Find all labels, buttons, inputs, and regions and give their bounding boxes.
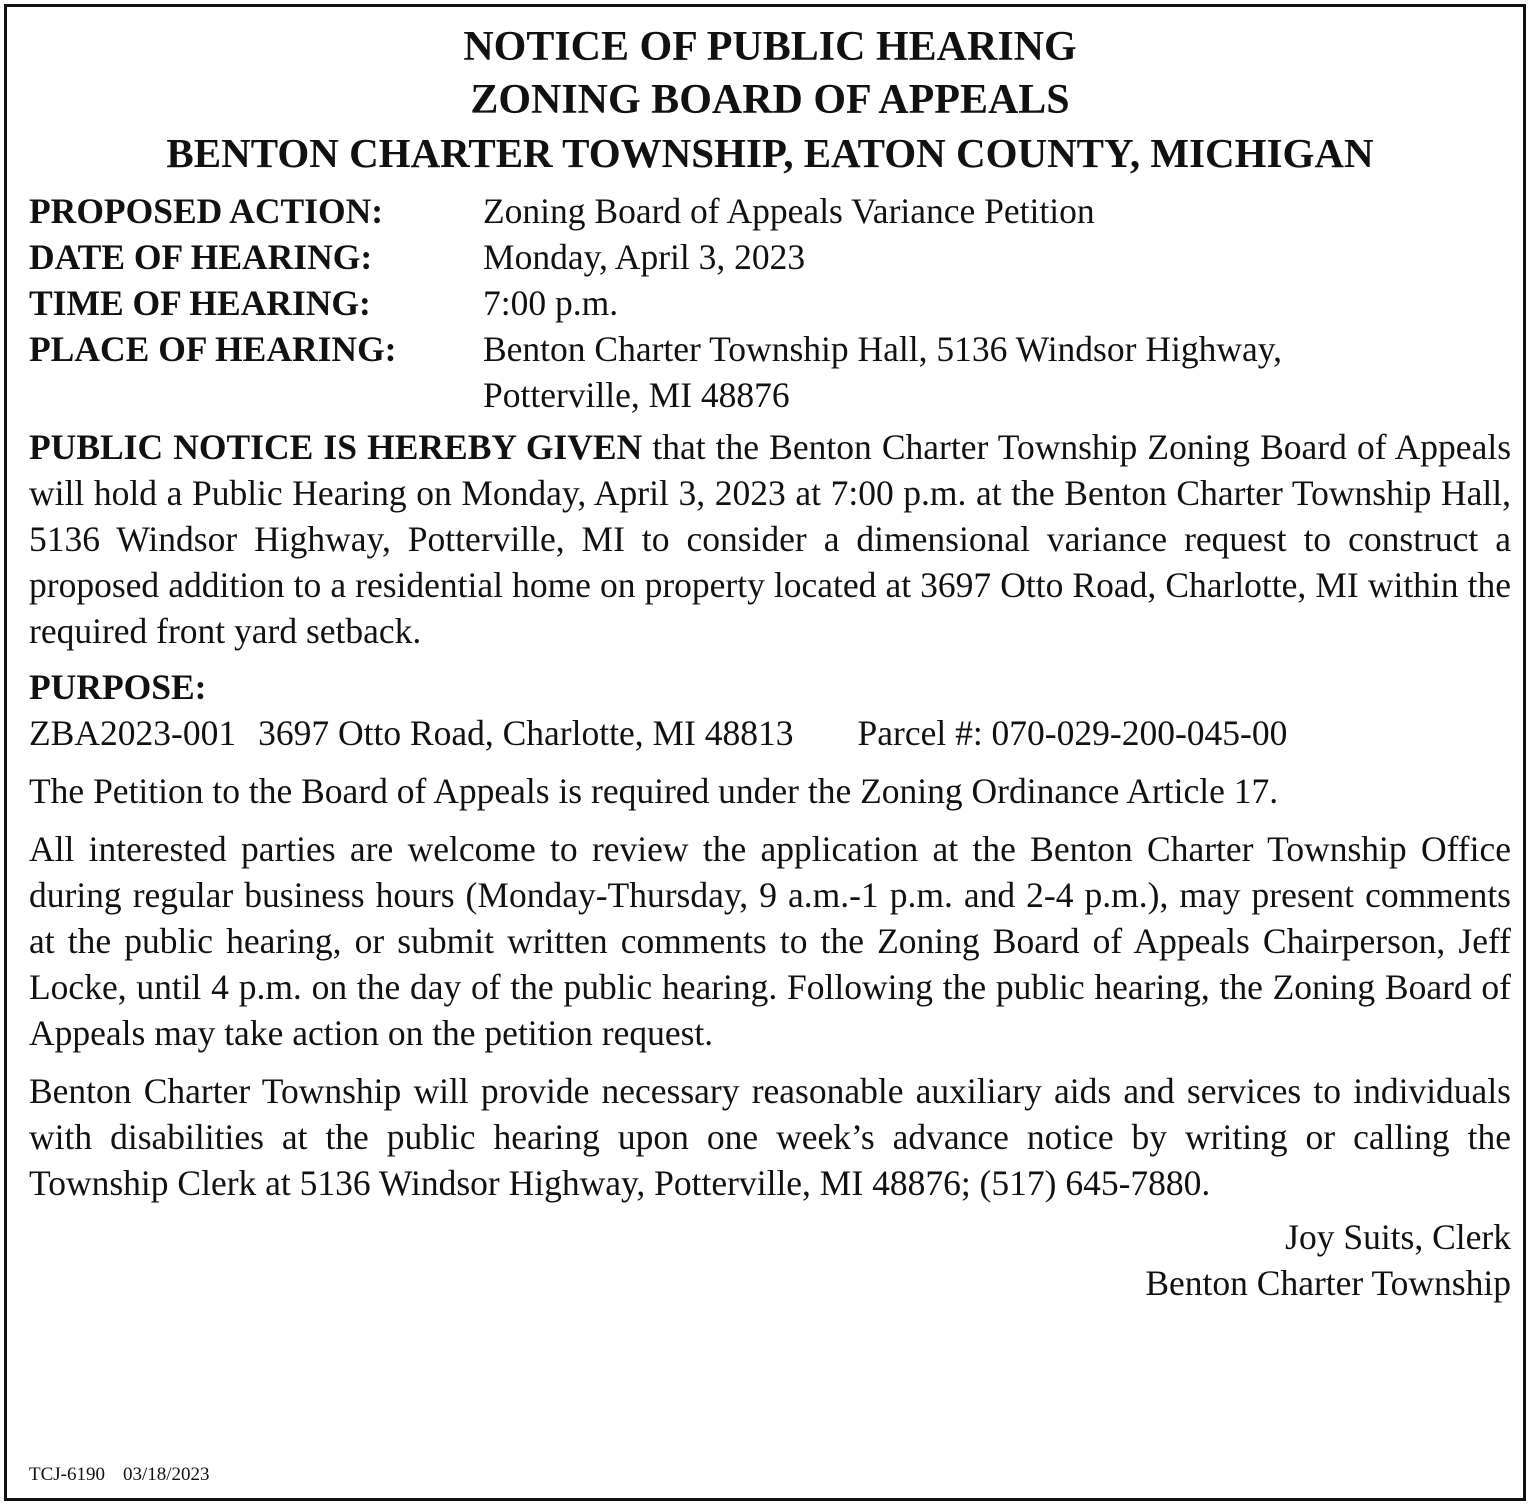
case-number: ZBA2023-001 xyxy=(29,713,237,753)
footer-code: TCJ-6190 xyxy=(29,1464,105,1485)
parcel-number: Parcel #: 070-029-200-045-00 xyxy=(857,713,1288,753)
notice-lead: PUBLIC NOTICE IS HEREBY GIVEN xyxy=(29,427,643,467)
proposed-action-value: Zoning Board of Appeals Variance Petition xyxy=(483,191,1095,231)
signer-org: Benton Charter Township xyxy=(1145,1263,1511,1303)
public-notice xyxy=(4,4,1526,1501)
notice-title: NOTICE OF PUBLIC HEARING xyxy=(463,24,1077,70)
date-label: DATE OF HEARING: xyxy=(29,237,373,277)
purpose-row xyxy=(29,710,1511,756)
review-paragraph: All interested parties are welcome to review the application at the Benton Charter Township Office during regular business hours (Monday-Thursday, 9 a.m.-1 p.m. and 2-4 p.m.), may present comments at the public hearing, or submit written comments to the Zoning Board of Appeals Chairperson, Jeff Locke, until 4 p.m. on the day of the public hearing. Following the public hearing, the Zoning Board of Appeals may take action on the petition request. xyxy=(29,829,1511,1053)
notice-body: that the Benton Charter Township Zoning Board of Appeals will hold a Public Hearing on Monday, April 3, 2023 at 7:00 p.m. at the Benton Charter Township Hall, 5136 Windsor Highway, Potterville, MI to consider a dimensional variance request to construct a proposed addition to a residential home on property located at 3697 Otto Road, Charlotte, MI within the required front yard setback. xyxy=(29,427,1512,651)
notice-content xyxy=(29,21,1511,1306)
date-value: Monday, April 3, 2023 xyxy=(483,237,806,277)
notice-paragraph xyxy=(29,424,1511,654)
hearing-details xyxy=(29,188,1511,418)
signature-block xyxy=(29,1214,1511,1306)
property-address: 3697 Otto Road, Charlotte, MI 48813 xyxy=(258,713,794,753)
time-value: 7:00 p.m. xyxy=(483,283,619,323)
place-value: Benton Charter Township Hall, 5136 Windsor Highway, xyxy=(483,329,1283,369)
place-value-line2: Potterville, MI 48876 xyxy=(483,375,790,415)
place-label: PLACE OF HEARING: xyxy=(29,329,397,369)
signer-name: Joy Suits, Clerk xyxy=(1285,1217,1511,1257)
township-title: BENTON CHARTER TOWNSHIP, EATON COUNTY, MICHIGAN xyxy=(166,130,1374,176)
footer xyxy=(29,1464,210,1486)
purpose-heading: PURPOSE: xyxy=(29,667,207,707)
proposed-action-label: PROPOSED ACTION: xyxy=(29,191,384,231)
board-title: ZONING BOARD OF APPEALS xyxy=(470,77,1070,123)
time-label: TIME OF HEARING: xyxy=(29,283,371,323)
petition-paragraph: The Petition to the Board of Appeals is required under the Zoning Ordinance Article 17. xyxy=(29,771,1279,811)
footer-date: 03/18/2023 xyxy=(123,1464,210,1485)
accessibility-paragraph: Benton Charter Township will provide necessary reasonable auxiliary aids and services to individuals with disabilities at the public hearing upon one week’s advance notice by writing or calling the Township Clerk at 5136 Windsor Highway, Potterville, MI 48876; (517) 645-7880. xyxy=(29,1071,1511,1203)
place-spacer xyxy=(29,372,483,418)
